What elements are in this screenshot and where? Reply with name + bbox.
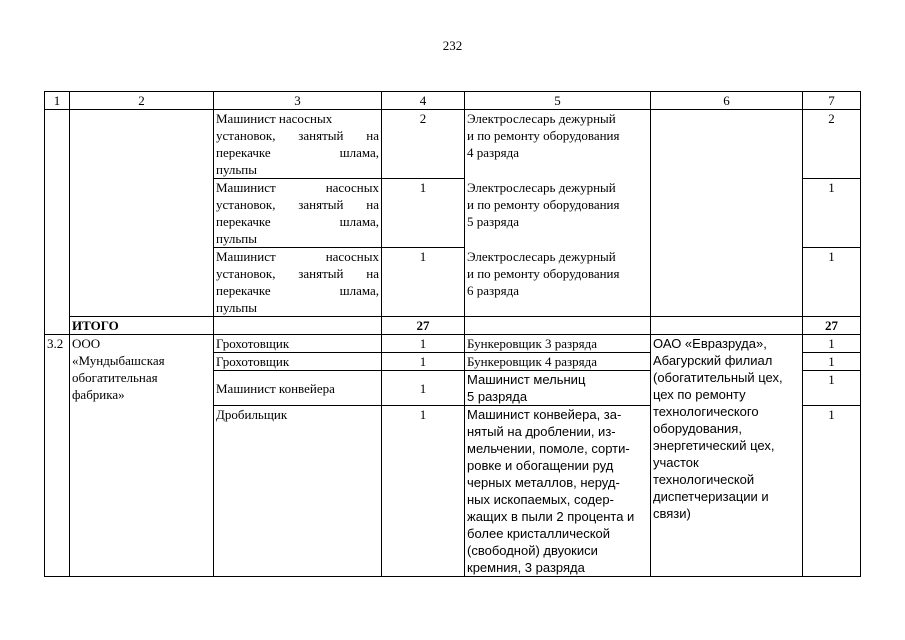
cell-count: 1 [382,353,465,371]
text-line: и по ремонту оборудования [467,196,620,212]
cell-count: 1 [382,179,465,248]
cell-total: 1 [803,179,861,248]
cell-count: 1 [382,248,465,317]
cell-position: Дробильщик [214,406,382,577]
text-line: более кристаллической [467,526,611,541]
text-line: технологической [653,472,755,487]
text-line: пульпы [216,231,257,246]
text-line: Машинист конвейера, за- [467,407,622,422]
text-line: установок, занятый на [216,266,379,281]
cell-replacement [465,371,651,406]
section-number: 3.2 [45,335,70,577]
cell-replacement: Бункеровщик 4 разряда [465,353,651,371]
text-line: «Мундыбашская [72,353,165,368]
cell-org-empty [70,110,214,317]
text-line: пульпы [216,162,257,177]
cell-enterprise-empty [651,110,803,317]
text-line: 5 разряда [467,389,528,404]
text-line: (свободной) двуокиси [467,543,598,558]
text-line: 4 разряда [467,145,520,160]
text-line: нятый на дроблении, из- [467,424,616,439]
cell-count: 2 [382,110,465,179]
cell-num-empty [45,110,70,335]
text-line: Машинист мельниц [467,372,586,387]
cell-replacement [465,179,651,248]
text-line: цех по ремонту [653,387,746,402]
cell-replacement: Бункеровщик 3 разряда [465,335,651,353]
cell-count: 1 [382,335,465,353]
cell-position: Машинист конвейера [214,371,382,406]
col-header: 7 [803,92,861,110]
text-line: установок, занятый на [216,128,379,143]
section-enterprise [651,335,803,577]
text-line: фабрика» [72,387,125,402]
cell-position [214,179,382,248]
text-line: ных ископаемых, содер- [467,492,614,507]
text-line: диспетчеризации и [653,489,769,504]
total-count: 27 [382,317,465,335]
cell-total: 1 [803,248,861,317]
text-line: жащих в пыли 2 процента и [467,509,635,524]
text-line: кремния, 3 разряда [467,560,585,575]
cell-count: 1 [382,371,465,406]
text-line: и по ремонту оборудования [467,128,620,143]
text-line: перекачке шлама, [216,283,379,298]
text-line: (обогатительный цех, [653,370,783,385]
page-number: 232 [442,38,463,53]
cell-total: 1 [803,335,861,353]
cell-empty [465,317,651,335]
text-line [216,110,379,127]
table-row [45,110,861,179]
text-line: связи) [653,506,691,521]
text-line: Абагурский филиал [653,353,773,368]
text-line: установок, занятый на [216,197,379,212]
total-label: ИТОГО [70,317,214,335]
text-line: Электрослесарь дежурный [467,179,616,195]
cell-position: Грохотовщик [214,353,382,371]
cell-position [214,110,382,179]
cell-total: 1 [803,406,861,577]
cell-position [214,248,382,317]
cell-position: Грохотовщик [214,335,382,353]
text-line: Электрослесарь дежурный [467,111,616,126]
text-line: пульпы [216,300,257,315]
text-line: Машинист насосных [216,111,333,126]
text-line: перекачке шлама, [216,214,379,229]
text-line: ровке и обогащении руд [467,458,614,473]
text-line: 6 разряда [467,282,520,298]
text-line: энергетический цех, [653,438,775,453]
col-header: 3 [214,92,382,110]
staffing-table [44,91,861,577]
text-line: Машинист насосных [216,249,379,264]
total-sum: 27 [803,317,861,335]
text-line: обогатительная [72,370,158,385]
text-line: участок [653,455,699,470]
section-organization [70,335,214,577]
text-line: оборудования, [653,421,742,436]
table-row [45,335,861,353]
text-line: и по ремонту оборудования [467,265,620,281]
cell-count: 1 [382,406,465,577]
text-line: технологического [653,404,759,419]
cell-empty [214,317,382,335]
text-line: Машинист насосных [216,180,379,195]
text-line: 5 разряда [467,213,520,229]
col-header: 1 [45,92,70,110]
cell-total: 1 [803,371,861,406]
col-header: 5 [465,92,651,110]
cell-replacement [465,110,651,179]
text-line: ООО [72,336,101,351]
col-header: 6 [651,92,803,110]
cell-total: 1 [803,353,861,371]
text-line: мельчении, помоле, сорти- [467,441,630,456]
cell-empty [651,317,803,335]
cell-total: 2 [803,110,861,179]
text-line: ОАО «Евразруда», [653,336,767,351]
total-row [45,317,861,335]
cell-replacement [465,406,651,577]
column-number-row [45,92,861,110]
text-line: Электрослесарь дежурный [467,248,616,264]
text-line: перекачке шлама, [216,145,379,160]
col-header: 4 [382,92,465,110]
text-line: черных металлов, неруд- [467,475,620,490]
col-header: 2 [70,92,214,110]
cell-replacement [465,248,651,317]
